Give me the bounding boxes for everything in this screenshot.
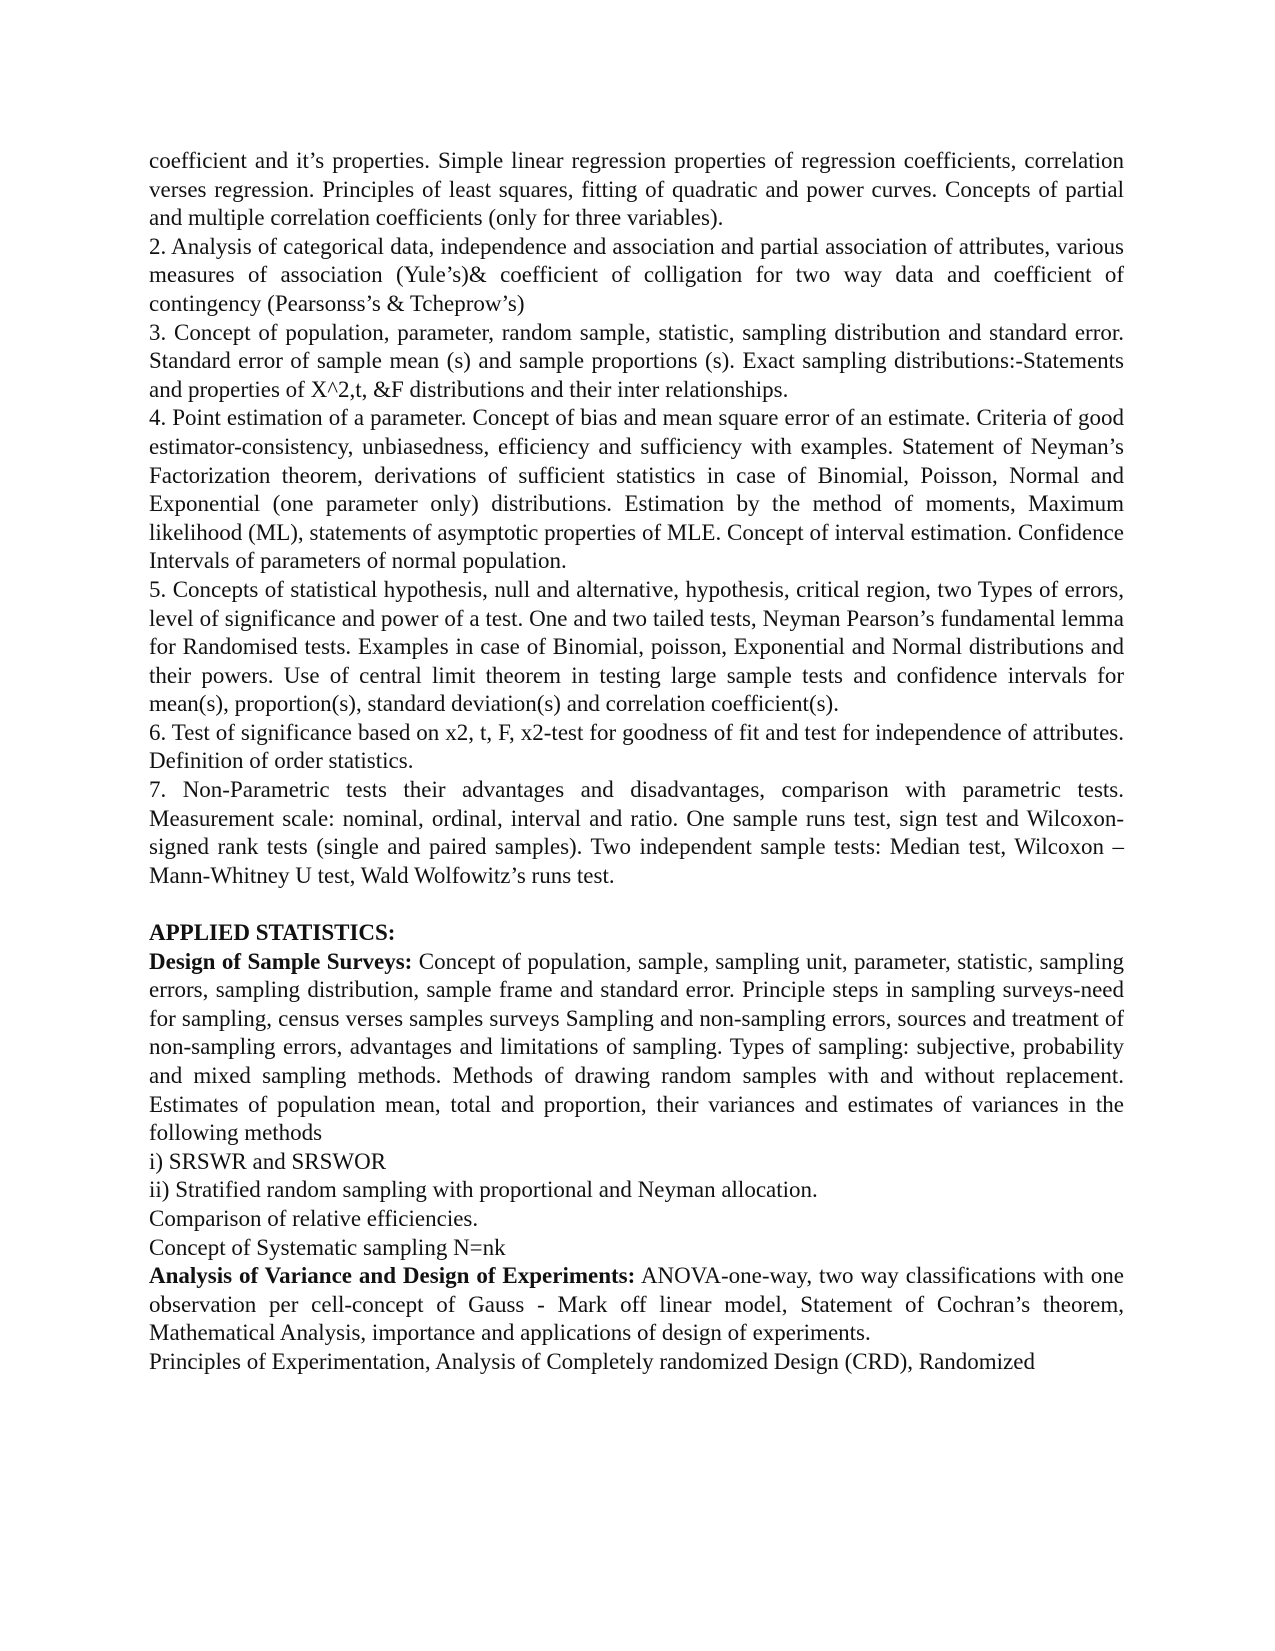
paragraph-hypothesis-testing: 5. Concepts of statistical hypothesis, null and alternative, hypothesis, critical region, two Types of errors, level of significance and power of a test. One and two tailed tests, Neyman Pearson’s fundamental lemma for Randomised tests. Examples in case of Binomial, poisson, Exponential and Normal distributions and their powers. Use of central limit theorem in testing large sample tests and confidence intervals for mean(s), proportion(s), standard deviation(s) and correlation coefficient(s). [149, 576, 1124, 717]
paragraph-regression: coefficient and it’s properties. Simple linear regression properties of regression coefficients, correlation verses regression. Principles of least squares, fitting of quadratic and power curves. Concepts of partial and multiple correlation coefficients (only for three variables). [149, 148, 1124, 231]
document-page [149, 147, 1124, 1377]
paragraph-significance-tests: 6. Test of significance based on x2, t, F, x2-test for goodness of fit and test for independence of attributes. Definition of order statistics. [149, 719, 1124, 774]
paragraph-sampling-distributions: 3. Concept of population, parameter, random sample, statistic, sampling distribution and standard error. Standard error of sample mean (s) and sample proportions (s). Exact sampling distributions:-Statements and properties of X^2,t, &F distributions and their inter relationships. [149, 319, 1124, 402]
sample-surveys-text: Concept of population, sample, sampling unit, parameter, statistic, sampling errors, sampling distribution, sample frame and standard error. Principle steps in sampling surveys-need for sampling, census verses samples surveys Sampling and non-sampling errors, sources and treatment of non-sampling errors, advantages and limitations of sampling. Types of sampling: subjective, probability and mixed sampling methods. Methods of drawing random samples with and without replacement. Estimates of population mean, total and proportion, their variances and estimates of variances in the following methods [149, 948, 1124, 1146]
line-comparison: Comparison of relative efficiencies. [149, 1205, 479, 1231]
paragraph-anova [149, 1262, 1124, 1348]
section-gap [149, 890, 1124, 919]
section-heading: APPLIED STATISTICS: [149, 920, 396, 946]
list-item-stratified: ii) Stratified random sampling with proportional and Neyman allocation. [149, 1177, 818, 1203]
paragraph-point-estimation: 4. Point estimation of a parameter. Concept of bias and mean square error of an estimate. Criteria of good estimator-consistency, unbiasedness, efficiency and sufficiency with examples. Statement of Neyman’s Factorization theorem, derivations of sufficient statistics in case of Binomial, Poisson, Normal and Exponential (one parameter only) distributions. Estimation by the method of moments, Maximum likelihood (ML), statements of asymptotic properties of MLE. Concept of interval estimation. Confidence Intervals of parameters of normal population. [149, 405, 1124, 574]
anova-text: ANOVA-one-way, two way classifications with one observation per cell-concept of Gauss - Mark off linear model, Statement of Cochran’s theorem, Mathematical Analysis, importance and applications of design of experiments. [149, 1263, 1124, 1346]
sample-surveys-label: Design of Sample Surveys: [149, 948, 413, 974]
paragraph-sample-surveys [149, 948, 1124, 1148]
line-systematic-sampling: Concept of Systematic sampling N=nk [149, 1234, 506, 1260]
anova-label: Analysis of Variance and Design of Experiments: [149, 1263, 636, 1289]
paragraph-non-parametric: 7. Non-Parametric tests their advantages and disadvantages, comparison with parametric tests. Measurement scale: nominal, ordinal, interval and ratio. One sample runs test, sign test and Wilcoxon-signed rank tests (single and paired samples). Two independent sample tests: Median test, Wilcoxon –Mann-Whitney U test, Wald Wolfowitz’s runs test. [149, 777, 1124, 888]
paragraph-categorical-data: 2. Analysis of categorical data, independence and association and partial association of attributes, various measures of association (Yule’s)& coefficient of colligation for two way data and coefficient of contingency (Pearsonss’s & Tcheprow’s) [149, 233, 1124, 316]
line-principles: Principles of Experimentation, Analysis of Completely randomized Design (CRD), Randomized [149, 1348, 1035, 1374]
list-item-srswr: i) SRSWR and SRSWOR [149, 1148, 387, 1174]
